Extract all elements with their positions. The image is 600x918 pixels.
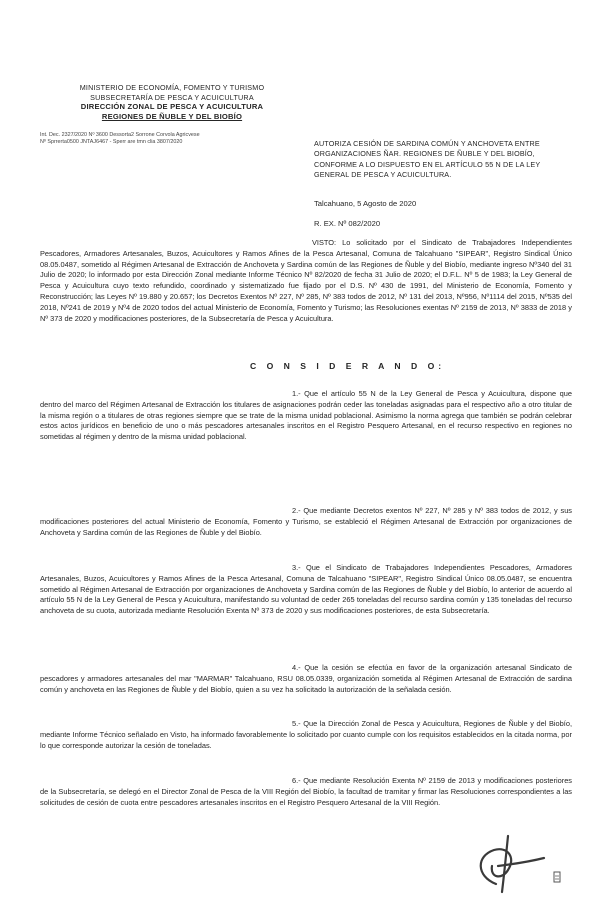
reference-line-2: Nº Sprrerta0500 JNTAJ6467 - Sperr are tmn clia 3807/2020: [40, 139, 183, 145]
considerando-3: 3.- Que el Sindicato de Trabajadores Independientes Pescadores, Armadores Artesanales, Buzos, Acuicultores y Ramos Afines de la Pesca Artesanal, Comuna de Talcahuano "SIPEAR", Registro Sindical Único 08.05.0487, se encuentra sometido al Régimen Artesanal de Extracción por organizaciones de Anchoveta y Sardina común de las Regiones de Ñuble y del Biobío, lo anterior de acuerdo al artículo 55 N de la Ley General de Pesca y Acuicultura, manifestando su voluntad de ceder 265 toneladas del recurso sardina común y 135 toneladas del recurso anchoveta de su cuota, autorizada mediante Resolución Exenta Nº 373 de 2020 y sus modificaciones posteriores, de esta Subsecretaría.: [40, 563, 572, 616]
visto-label: VISTO:: [312, 238, 337, 247]
resolution-subject: AUTORIZA CESIÓN DE SARDINA COMÚN Y ANCHOVETA ENTRE ORGANIZACIONES ÑAR. REGIONES DE ÑUBLE Y DEL BIOBÍO, CONFORME A LO DISPUESTO EN EL ARTÍCULO 55 N DE LA LEY GENERAL DE PESCA Y ACUICULTURA.: [314, 139, 541, 180]
page-mark-icon: [552, 870, 562, 884]
considerando-4: 4.- Que la cesión se efectúa en favor de la organización artesanal Sindicato de pescadores y armadores artesanales del mar "MARMAR" Talcahuano, RSU 08.05.0339, organización sometida al Régimen Artesanal de Extracción de sardina común y anchoveta en las Regiones de Ñuble y del Biobío, quien a su vez ha solicitado la autorización de la señalada cesión.: [40, 663, 572, 694]
letterhead: [52, 83, 292, 121]
handwritten-signature: [468, 826, 548, 896]
considerando-1: 1.- Que el artículo 55 N de la Ley General de Pesca y Acuicultura, dispone que dentro del marco del Régimen Artesanal de Extracción los titulares de asignaciones podrán ceder las toneladas asignadas para el respectivo año a otro titular de la misma región o a titulares de otras regiones siempre que se trate de la misma unidad poblacional. Asimismo la norma agrega que también se podrán celebrar estos actos jurídicos en beneficio de uno o más pescadores artesanales inscritos en el Registro Pesquero Artesanal, en el recurso respectivo en regiones no sometidas al régimen y dentro de la misma unidad poblacional.: [40, 389, 572, 442]
place-date: Talcahuano, 5 Agosto de 2020: [314, 199, 417, 208]
considerando-heading: C O N S I D E R A N D O:: [250, 361, 446, 371]
reference-lines: [40, 132, 280, 146]
considerando-5: 5.- Que la Dirección Zonal de Pesca y Acuicultura, Regiones de Ñuble y del Biobío, mediante Informe Técnico señalado en Visto, ha informado favorablemente lo solicitado por cuanto cumple con los requisitos establecidos en la citada norma, por lo que corresponde autorizar la cesión de toneladas.: [40, 719, 572, 750]
visto-section: [40, 238, 572, 324]
ministry-name: MINISTERIO DE ECONOMÍA, FOMENTO Y TURISMO: [79, 83, 265, 92]
resolution-number: R. EX. Nº 082/2020: [314, 219, 381, 228]
direccion-zonal-name: DIRECCIÓN ZONAL DE PESCA Y ACUICULTURA: [80, 102, 264, 112]
subsecretaria-name: SUBSECRETARÍA DE PESCA Y ACUICULTURA: [90, 92, 254, 102]
reference-line-1: Int. Dec. 2327/2020 Nº 3600 Dessorta2 Sorrone Corvola Agricvese: [40, 132, 200, 138]
visto-text: Lo solicitado por el Sindicato de Trabajadores Independientes Pescadores, Armadores Artesanales, Buzos, Acuicultores y Ramos Afines de la Pesca Artesanal, Comuna de Talcahuano "SIPEAR", Registro Sindical Único 08.05.0487, sometido al Régimen Artesanal de Extracción de Anchoveta y Sardina común de las Regiones de Ñuble y del Biobío, mediante ingreso Nº340 del 31 Julio de 2020; lo informado por esta Dirección Zonal mediante Informe Técnico Nº 82/2020 de fecha 31 Julio de 2020; el D.F.L. Nº 5 de 1983; la Ley General de Pesca y Acuicultura cuyo texto refundido, coordinado y sistematizado fue fijado por el D.S. Nº 430 de 1991, del Ministerio de Economía, Fomento y Reconstrucción; las Leyes Nº 19.880 y 20.657; los Decretos Exentos Nº 227, Nº 285, Nº 383 todos de 2012, Nº 131 del 2013, Nº956, Nº1114 del 2015, Nº535 del 2018, Nº241 de 2019 y Nº4 de 2020 todos del actual Ministerio de Economía, Fomento y Turismo; las Resoluciones exentas Nº 2159 de 2013, Nº 3833 de 2018 y Nº 373 de 2020 y modificaciones posteriores, de la Subsecretaría de Pesca y Acuicultura.: [40, 238, 572, 323]
considerando-6: 6.- Que mediante Resolución Exenta Nº 2159 de 2013 y modificaciones posteriores de la Subsecretaría, se delegó en el Director Zonal de Pesca de la VIII Región del Biobío, la facultad de tramitar y firmar las Resoluciones correspondientes a las solicitudes de cesión de cuota entre pescadores artesanales inscritos en el Registro Pesquero Artesanal de la VIII Región.: [40, 776, 572, 807]
regiones-name: REGIONES DE ÑUBLE Y DEL BIOBÍO: [101, 111, 243, 121]
considerando-2: 2.- Que mediante Decretos exentos Nº 227, Nº 285 y Nº 383 todos de 2012, y sus modificaciones posteriores del actual Ministerio de Economía, Fomento y Turismo, se estableció el Régimen Artesanal de Extracción por organizaciones de Anchoveta y Sardina común de las Regiones de Ñuble y del Biobío.: [40, 506, 572, 537]
